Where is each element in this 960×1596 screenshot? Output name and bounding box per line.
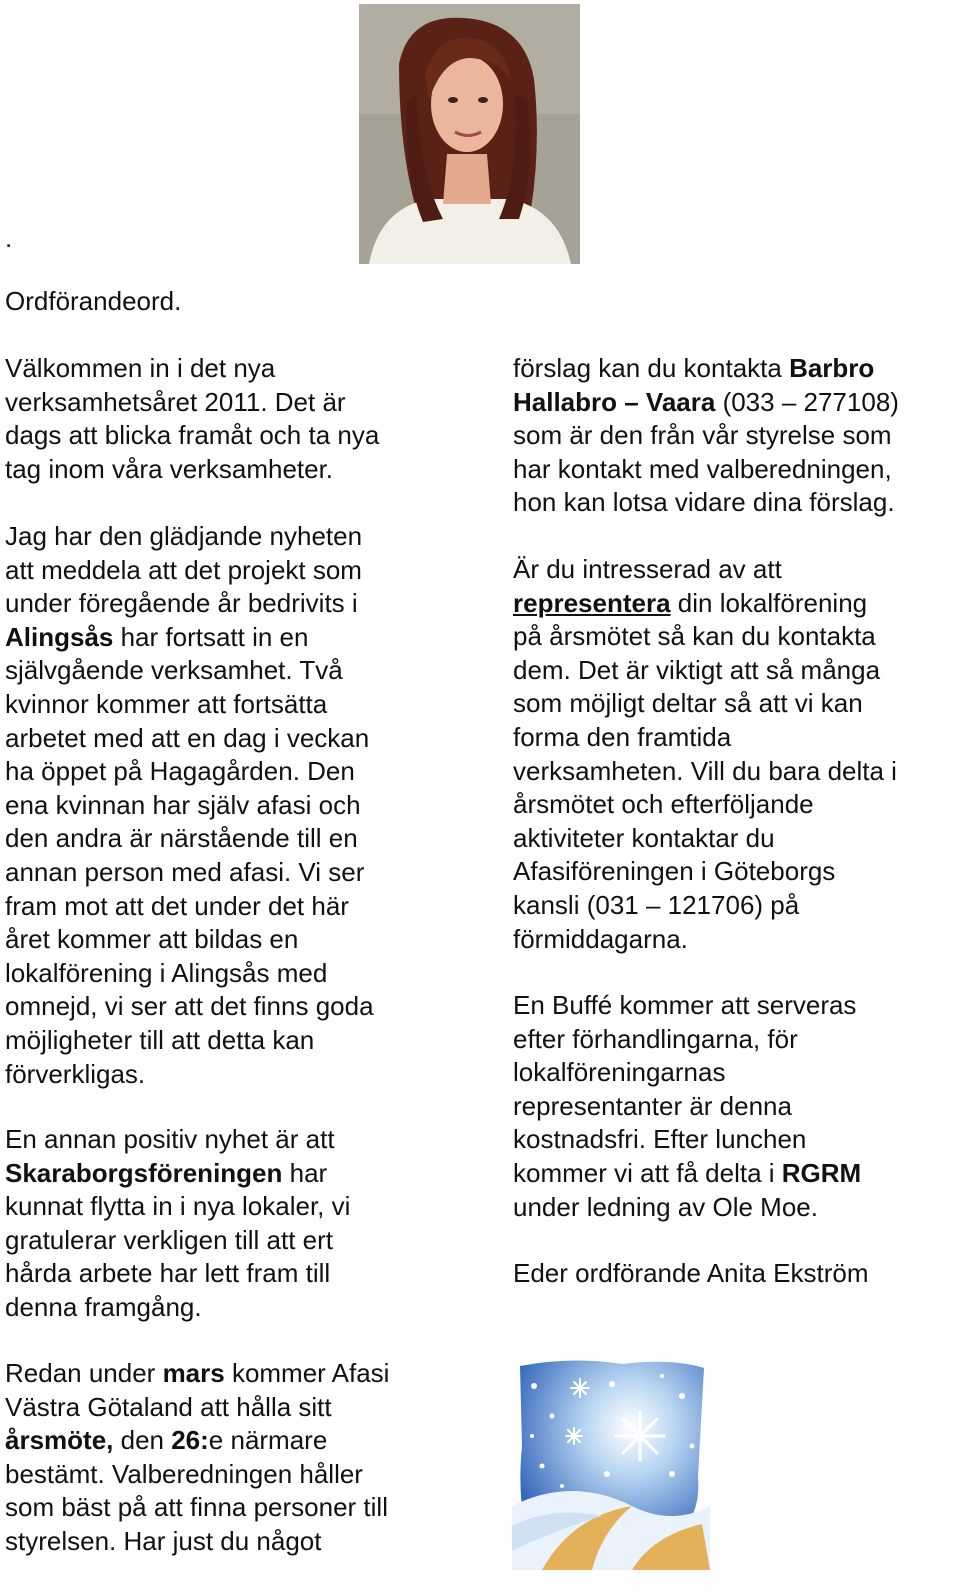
signature-line: Eder ordförande Anita Ekström [513, 1258, 869, 1288]
portrait-photo [359, 4, 580, 264]
page-title: Ordförandeord. [5, 286, 182, 316]
leading-dot: . [5, 223, 13, 253]
snowflake-clipart [512, 1356, 710, 1570]
left-paragraph-4: Redan under mars kommer Afasi Västra Götaland att hålla sitt årsmöte, den 26:e närmare bestämt. Valberedningen håller som bäst på att finna personer till styrelsen. Har just du något [5, 1358, 390, 1556]
left-paragraph-1: Välkommen in i det nya verksamhetsåret 2011. Det är dags att blicka framåt och ta nya tag inom våra verksamheter. [5, 353, 380, 484]
right-paragraph-3: En Buffé kommer att serveras efter förhandlingarna, för lokalföreningarnas representanter är denna kostnadsfri. Efter lunchen kommer vi att få delta i RGRM under ledning av Ole Moe. [513, 990, 862, 1222]
right-paragraph-1: förslag kan du kontakta Barbro Hallabro – Vaara (033 – 277108) som är den från vår styrelse som har kontakt med valberedningen, hon kan lotsa vidare dina förslag. [513, 353, 899, 518]
left-paragraph-2: Jag har den glädjande nyheten att meddela att det projekt som under föregående år bedrivits i Alingsås har fortsatt in en självgående verksamhet. Två kvinnor kommer att fortsätta arbetet med att en dag i veckan ha öppet på Hagagården. Den ena kvinnan har själv afasi och den andra är närstående till en annan person med afasi. Vi ser fram mot att det under det här året kommer att bildas en lokalförening i Alingsås med omnejd, vi ser att det finns goda möjligheter till att detta kan förverkligas. [5, 521, 374, 1089]
right-paragraph-2: Är du intresserad av att representera din lokalförening på årsmötet så kan du kontakta dem. Det är viktigt att så många som möjligt deltar så att vi kan forma den framtida verksamheten. Vill du bara delta i årsmötet och efterföljande aktiviteter kontaktar du Afasiföreningen i Göteborgs kansli (031 – 121706) på förmiddagarna. [513, 554, 897, 954]
left-paragraph-3: En annan positiv nyhet är att Skaraborgsföreningen har kunnat flytta in i nya lokaler, vi gratulerar verkligen till att ert hårda arbete har lett fram till denna framgång. [5, 1124, 351, 1322]
representera-link[interactable]: representera [513, 587, 671, 618]
